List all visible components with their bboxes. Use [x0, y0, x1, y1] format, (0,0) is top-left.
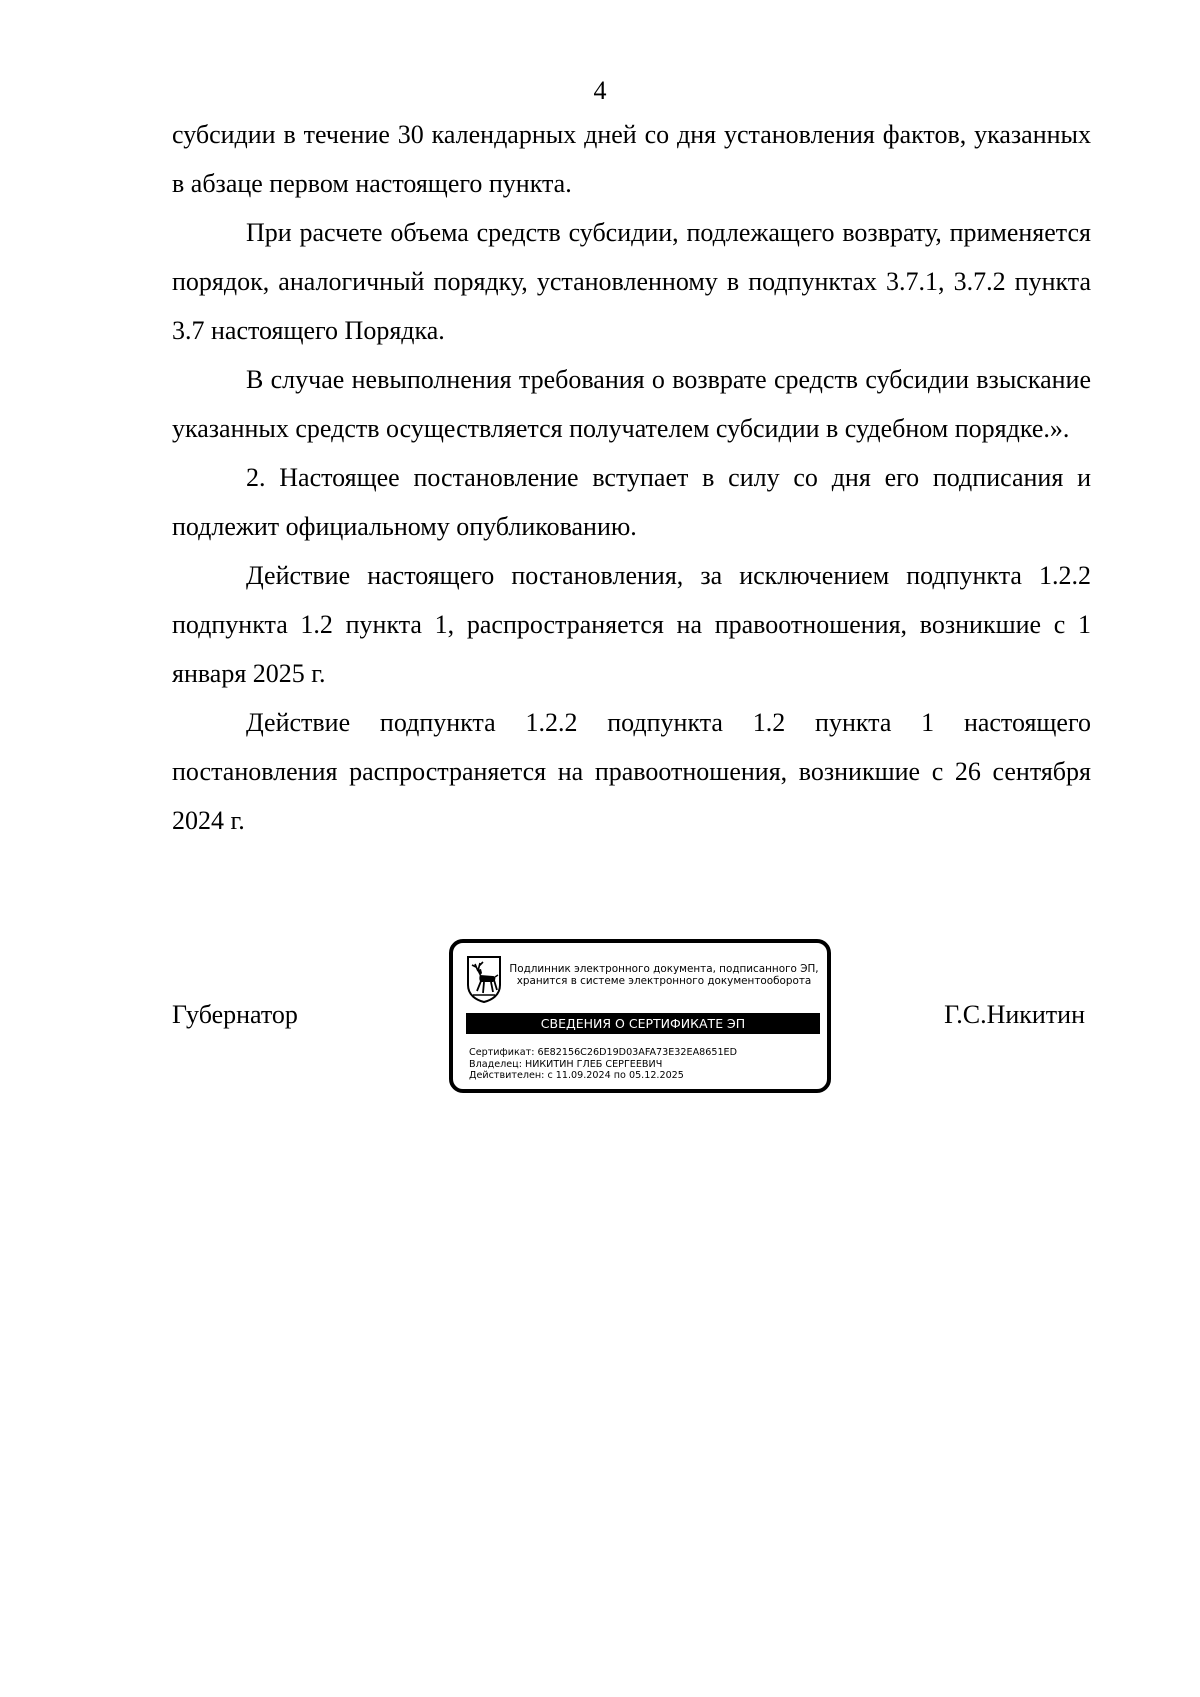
paragraph: В случае невыполнения требования о возврате средств субсидии взыскание указанных средств осуществляется получателем субсидии в судебном порядке.».: [172, 365, 1091, 443]
certificate-validity: Действителен: с 11.09.2024 по 05.12.2025: [469, 1070, 684, 1081]
certificate-info-bar: СВЕДЕНИЯ О СЕРТИФИКАТЕ ЭП: [466, 1013, 820, 1034]
paragraph: субсидии в течение 30 календарных дней со дня установления фактов, указанных в абзаце первом настоящего пункта.: [172, 120, 1091, 198]
coat-of-arms-deer-icon: [466, 955, 502, 1003]
signatory-name: Г.С.Никитин: [944, 1000, 1085, 1029]
stamp-header-line: Подлинник электронного документа, подписанного ЭП,: [509, 963, 819, 975]
stamp-header-line: хранится в системе электронного документооборота: [516, 975, 812, 987]
paragraph: Действие настоящего постановления, за исключением подпункта 1.2.2 подпункта 1.2 пункта 1, распространяется на правоотношения, возникшие с 1 января 2025 г.: [172, 561, 1091, 688]
certificate-owner: Владелец: НИКИТИН ГЛЕБ СЕРГЕЕВИЧ: [469, 1058, 663, 1070]
paragraph: При расчете объема средств субсидии, подлежащего возврату, применяется порядок, аналогичный порядку, установленному в подпунктах 3.7.1, 3.7.2 пункта 3.7 настоящего Порядка.: [172, 218, 1091, 345]
electronic-signature-stamp: [449, 939, 831, 1093]
paragraph: Действие подпункта 1.2.2 подпункта 1.2 пункта 1 настоящего постановления распространяется на правоотношения, возникшие с 26 сентября 2024 г.: [172, 708, 1091, 835]
document-body: [172, 110, 1091, 845]
paragraph: 2. Настоящее постановление вступает в силу со дня его подписания и подлежит официальному опубликованию.: [172, 463, 1091, 541]
stamp-header: [505, 963, 823, 987]
certificate-details: [469, 1047, 819, 1082]
signatory-title: Губернатор: [172, 1000, 298, 1029]
certificate-number: Сертификат: 6E82156C26D19D03AFA73E32EA8651ED: [469, 1047, 738, 1058]
page-number: 4: [593, 76, 607, 105]
